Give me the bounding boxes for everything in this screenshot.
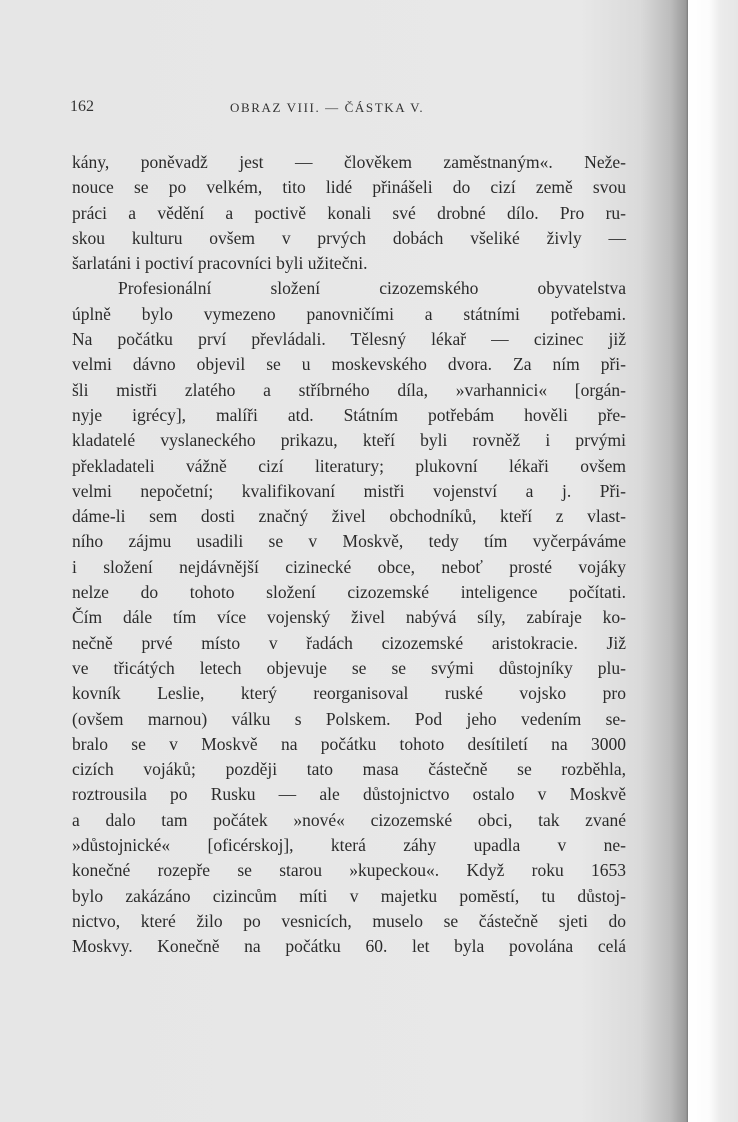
text-line: kovník Leslie, který reorganisoval ruské vojsko pro (72, 683, 626, 704)
running-header (0, 98, 688, 122)
text-line: Na počátku prví převládali. Tělesný lékař — cizinec již (72, 329, 626, 350)
text-line: (ovšem marnou) válku s Polskem. Pod jeho vedením se- (72, 708, 626, 729)
running-title: OBRAZ VIII. — ČÁSTKA V. (230, 100, 425, 115)
text-line: kány, poněvadž jest — člověkem zaměstnaným«. Neže- (72, 152, 626, 172)
body-text (72, 150, 626, 960)
text-line: velmi nepočetní; kvalifikovaní mistři vojenství a j. Při- (72, 480, 626, 501)
text-line: ve třicátých letech objevuje se se svými důstojníky plu- (72, 657, 626, 678)
text-line: bylo zakázáno cizincům míti v majetku pomĕstí, tu důstoj- (72, 885, 626, 906)
text-line: Moskvy. Konečně na počátku 60. let byla povolána celá (72, 936, 626, 957)
text-line: bralo se v Moskvě na počátku tohoto desítiletí na 3000 (72, 733, 626, 754)
text-line: kladatelé vyslaneckého prikazu, kteří byli rovněž i prvými (72, 430, 626, 451)
text-line: skou kulturu ovšem v prvých dobách všeliké živly — (72, 227, 626, 248)
text-line: roztrousila po Rusku — ale důstojnictvo ostalo v Moskvě (72, 784, 626, 805)
text-line: ního zájmu usadili se v Moskvě, tedy tím vyčerpáváme (72, 531, 626, 552)
text-line: práci a vědění a poctivě konali své drobné dílo. Pro ru- (72, 202, 626, 223)
text-line: i složení nejdávnější cizinecké obce, neboť prosté vojáky (72, 556, 626, 577)
text-line: dáme-li sem dosti značný živel obchodníků, kteří z vlast- (72, 506, 626, 527)
text-line: »důstojnické« [oficérskoj], která záhy upadla v ne- (72, 835, 626, 856)
text-line: nečně prvé místo v řadách cizozemské aristokracie. Již (72, 632, 626, 653)
text-line: nictvo, které žilo po vesnicích, muselo se částečně sjeti do (72, 910, 626, 931)
text-line: velmi dávno objevil se u moskevského dvora. Za ním při- (72, 354, 626, 375)
text-line: úplně bylo vymezeno panovničími a státními potřebami. (72, 303, 626, 324)
text-line: šarlatáni i poctiví pracovníci byli užitečni. (72, 253, 368, 274)
text-line: šli mistři zlatého a stříbrného díla, »varhannici« [orgán- (72, 379, 626, 400)
text-line: nyje igrécy], malíři atd. Státním potřebám hověli pře- (72, 404, 626, 425)
page-gutter (688, 0, 738, 1122)
page-number: 162 (70, 98, 94, 115)
text-line: nouce se po velkém, tito lidé přinášeli do cizí země svou (72, 177, 626, 198)
text-line: překladateli vážně cizí literatury; plukovní lékaři ovšem (72, 455, 626, 476)
text-line: a dalo tam počátek »nové« cizozemské obci, tak zvané (72, 809, 626, 830)
text-line: Čím dále tím více vojenský živel nabývá síly, zabíraje ko- (72, 607, 626, 628)
text-line: nelze do tohoto složení cizozemské inteligence počítati. (72, 582, 626, 603)
paragraph-start-line: Profesionální složení cizozemského obyvatelstva (118, 278, 626, 299)
text-line: konečné rozepře se starou »kupeckou«. Když roku 1653 (72, 860, 626, 881)
text-line: cizích vojáků; později tato masa částečně se rozběhla, (72, 759, 626, 780)
